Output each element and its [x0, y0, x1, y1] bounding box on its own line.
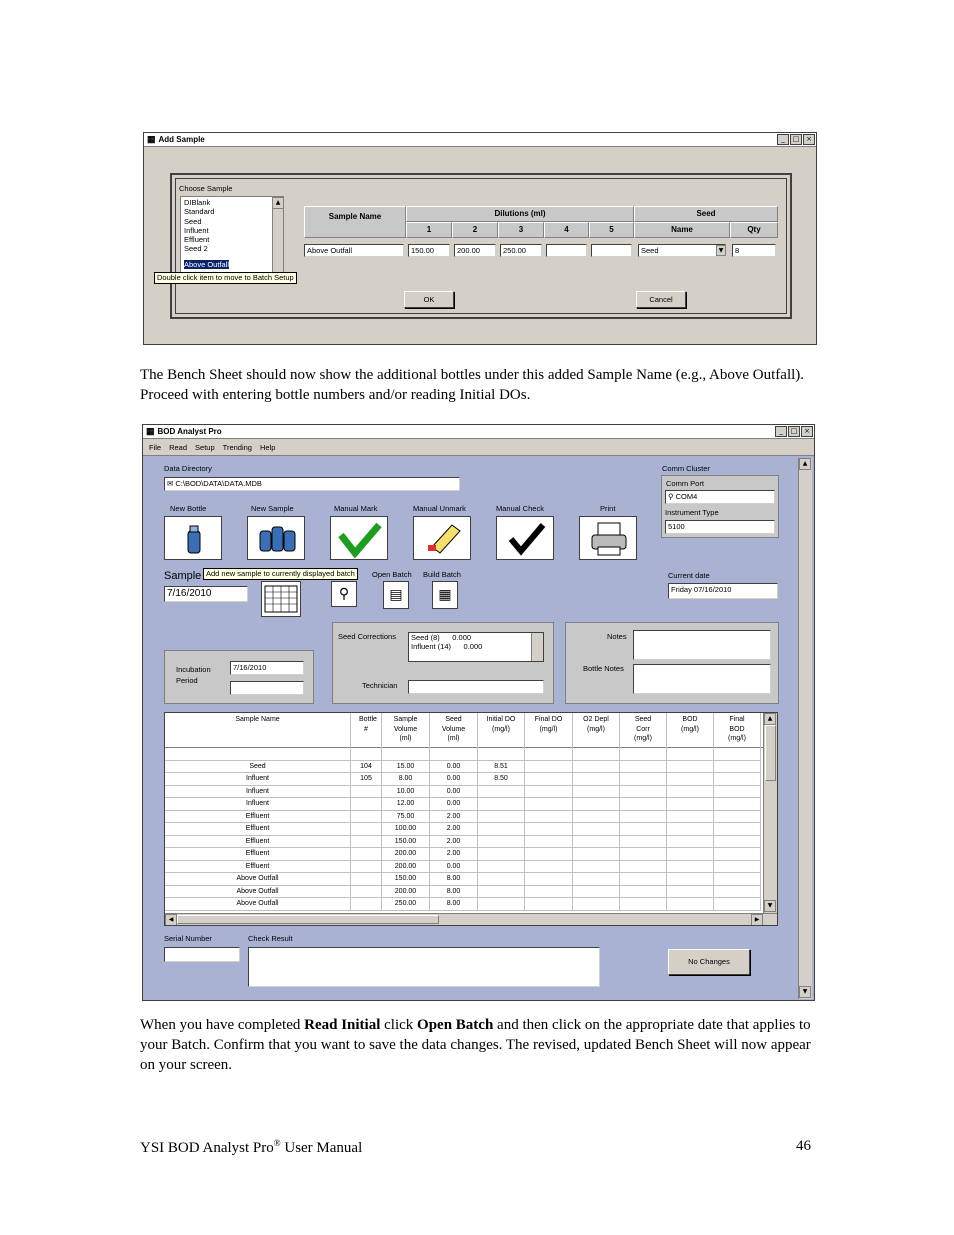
- grid-cell[interactable]: [165, 748, 351, 760]
- grid-cell[interactable]: [714, 761, 761, 773]
- grid-cell[interactable]: [478, 886, 525, 898]
- add-sample-tooltip: Add new sample to currently displayed batch: [203, 568, 358, 580]
- minimize-icon[interactable]: _: [775, 426, 787, 437]
- sample-name-header: Sample Name: [304, 206, 406, 238]
- grid-column-header: Final DO (mg/l): [525, 713, 573, 748]
- table-row[interactable]: [165, 848, 761, 861]
- seed-qty-header: Qty: [730, 222, 778, 238]
- add-sample-window: [143, 132, 817, 345]
- grid-icon: ▦: [438, 587, 452, 603]
- grid-column-header: O2 Depl (mg/l): [573, 713, 620, 748]
- grid-cell[interactable]: [525, 798, 573, 810]
- grid-cell[interactable]: [667, 798, 714, 810]
- grid-cell[interactable]: 15.00: [382, 761, 430, 773]
- table-row[interactable]: [165, 786, 761, 799]
- search-sample-button[interactable]: [331, 581, 357, 607]
- table-row[interactable]: [165, 798, 761, 811]
- grid-cell[interactable]: [525, 861, 573, 873]
- grid-cell[interactable]: Effluent: [165, 848, 351, 860]
- registered-mark: ®: [273, 1138, 281, 1148]
- grid-cell[interactable]: [525, 848, 573, 860]
- app-icon: ▦: [146, 426, 155, 436]
- grid-cell[interactable]: [620, 761, 667, 773]
- grid-cell[interactable]: [478, 861, 525, 873]
- grid-cell[interactable]: [351, 786, 382, 798]
- dilution-2-field[interactable]: 200.00: [454, 244, 496, 257]
- menu-setup[interactable]: Setup: [195, 442, 215, 452]
- cancel-button[interactable]: Cancel: [636, 291, 686, 308]
- grid-cell[interactable]: [525, 761, 573, 773]
- seed-corrections-label: Seed Corrections: [338, 632, 396, 641]
- dilutions-header: Dilutions (ml): [406, 206, 634, 222]
- eraser-icon: [414, 517, 472, 561]
- seed-name-header: Name: [634, 222, 730, 238]
- dilution-3-header: 3: [498, 222, 544, 238]
- maximize-icon[interactable]: □: [788, 426, 800, 437]
- grid-cell[interactable]: [667, 786, 714, 798]
- title-bar: [144, 133, 816, 147]
- grid-cell[interactable]: [573, 861, 620, 873]
- check-result-label: Check Result: [248, 934, 293, 943]
- grid-cell[interactable]: [620, 811, 667, 823]
- sample-list-item[interactable]: Standard: [184, 207, 215, 217]
- folder-open-icon: ▤: [389, 587, 403, 603]
- grid-column-header: Bottle #: [351, 713, 382, 748]
- sample-label: Sample: [164, 570, 202, 582]
- grid-cell[interactable]: [620, 898, 667, 910]
- grid-cell[interactable]: [573, 748, 620, 760]
- grid-cell[interactable]: [382, 748, 430, 760]
- printer-icon: [580, 517, 638, 561]
- scroll-down-icon[interactable]: ▼: [799, 986, 811, 998]
- para2-text-1: When you have completed: [140, 1017, 305, 1033]
- manual-mark-label: Manual Mark: [334, 504, 378, 513]
- grid-cell[interactable]: 200.00: [382, 886, 430, 898]
- comm-cluster-label: Comm Cluster: [662, 464, 710, 473]
- grid-cell[interactable]: [714, 836, 761, 848]
- manual-mark-button[interactable]: [330, 516, 388, 560]
- grid-cell[interactable]: [351, 748, 382, 760]
- serial-number-label: Serial Number: [164, 934, 212, 943]
- table-row[interactable]: [165, 898, 761, 911]
- grid-cell[interactable]: [351, 861, 382, 873]
- grid-cell[interactable]: [351, 886, 382, 898]
- scroll-down-icon[interactable]: ▼: [764, 900, 776, 912]
- grid-cell[interactable]: [525, 836, 573, 848]
- dilution-1-header: 1: [406, 222, 452, 238]
- grid-cell[interactable]: [667, 886, 714, 898]
- new-bottle-label: New Bottle: [170, 504, 207, 513]
- sample-list-item[interactable]: Seed 2: [184, 244, 208, 254]
- grid-cell[interactable]: [478, 848, 525, 860]
- grid-header: [165, 713, 763, 748]
- grid-cell[interactable]: 150.00: [382, 836, 430, 848]
- grid-cell[interactable]: [667, 823, 714, 835]
- open-batch-button[interactable]: [383, 581, 409, 609]
- open-batch-label: Open Batch: [372, 570, 412, 579]
- window-scrollbar[interactable]: [798, 458, 812, 999]
- menu-read[interactable]: Read: [169, 442, 188, 452]
- grid-cell[interactable]: 8.00: [430, 898, 478, 910]
- instrument-type-label: Instrument Type: [665, 508, 719, 517]
- table-row[interactable]: [165, 748, 761, 761]
- listbox-tooltip: Double click item to move to Batch Setup: [154, 272, 297, 284]
- page-number: 46: [796, 1138, 811, 1154]
- new-sample-label: New Sample: [251, 504, 294, 513]
- grid-cell[interactable]: Above Outfall: [165, 886, 351, 898]
- manual-check-button[interactable]: [496, 516, 554, 560]
- print-label: Print: [600, 504, 616, 513]
- grid-cell[interactable]: [573, 873, 620, 885]
- grid-cell[interactable]: 0.00: [430, 773, 478, 785]
- sample-list-item[interactable]: Above Outfall: [184, 259, 230, 269]
- bottle-icon: [165, 517, 223, 561]
- table-row[interactable]: [165, 861, 761, 874]
- grid-column-header: Seed Corr (mg/l): [620, 713, 667, 748]
- table-row[interactable]: [165, 811, 761, 824]
- table-row[interactable]: [165, 886, 761, 899]
- new-sample-button[interactable]: [247, 516, 305, 560]
- grid-cell[interactable]: [714, 873, 761, 885]
- grid-cell[interactable]: Effluent: [165, 836, 351, 848]
- grid-cell[interactable]: 2.00: [430, 848, 478, 860]
- grid-cell[interactable]: 8.51: [478, 761, 525, 773]
- grid-cell[interactable]: Effluent: [165, 823, 351, 835]
- technician-label: Technician: [362, 681, 398, 690]
- grid-column-header: Initial DO (mg/l): [478, 713, 525, 748]
- grid-cell[interactable]: [667, 773, 714, 785]
- grid-cell[interactable]: [478, 836, 525, 848]
- comm-port-label: Comm Port: [666, 479, 704, 488]
- grid-cell[interactable]: [620, 786, 667, 798]
- footer-left: [140, 1138, 362, 1157]
- grid-cell[interactable]: 12.00: [382, 798, 430, 810]
- footer-manual: User Manual: [280, 1140, 363, 1156]
- technician-field[interactable]: [408, 680, 544, 694]
- grid-cell[interactable]: 0.00: [430, 798, 478, 810]
- manual-unmark-label: Manual Unmark: [413, 504, 466, 513]
- build-batch-label: Build Batch: [423, 570, 461, 579]
- grid-cell[interactable]: [478, 823, 525, 835]
- open-batch-emphasis: Open Batch: [417, 1017, 494, 1033]
- checkmark-icon: [497, 517, 555, 561]
- sample-list-item[interactable]: Seed: [184, 216, 202, 226]
- close-icon[interactable]: ×: [801, 426, 813, 437]
- menu-bar: [143, 439, 814, 456]
- grid-cell[interactable]: 2.00: [430, 811, 478, 823]
- scroll-up-icon[interactable]: ▲: [272, 197, 284, 209]
- grid-cell[interactable]: [351, 898, 382, 910]
- grid-cell[interactable]: [667, 898, 714, 910]
- grid-cell[interactable]: [620, 836, 667, 848]
- grid-cell[interactable]: [714, 861, 761, 873]
- grid-cell[interactable]: [714, 823, 761, 835]
- table-row[interactable]: [165, 823, 761, 836]
- grid-cell[interactable]: [714, 773, 761, 785]
- grid-cell[interactable]: [667, 748, 714, 760]
- data-directory-field[interactable]: [164, 477, 460, 491]
- grid-cell[interactable]: [525, 873, 573, 885]
- seed-corr-row-1: Seed (8) 0.000: [411, 633, 472, 642]
- grid-cell[interactable]: 8.00: [430, 886, 478, 898]
- grid-cell[interactable]: Influent: [165, 786, 351, 798]
- grid-vscroll[interactable]: [763, 713, 777, 913]
- scroll-right-icon[interactable]: ▶: [751, 914, 763, 926]
- grid-cell[interactable]: [714, 786, 761, 798]
- current-date-label: Current date: [668, 571, 710, 580]
- paragraph-1: The Bench Sheet should now show the additional bottles under this added Sample Name (e.g., Above Outfall). Proceed with entering bottle numbers and/or reading Initial DOs.: [140, 367, 805, 403]
- sample-list-item[interactable]: Influent: [184, 225, 209, 235]
- grid-cell[interactable]: [714, 748, 761, 760]
- bottle-notes-field[interactable]: [633, 664, 771, 694]
- grid-cell[interactable]: [620, 773, 667, 785]
- incubation-end-field[interactable]: [230, 681, 304, 695]
- table-row[interactable]: [165, 761, 761, 774]
- grid-cell[interactable]: Seed: [165, 761, 351, 773]
- grid-cell[interactable]: [478, 873, 525, 885]
- current-date-field: Friday 07/16/2010: [668, 583, 778, 599]
- maximize-icon[interactable]: □: [790, 134, 802, 145]
- grid-column-header: Sample Name: [165, 713, 351, 748]
- grid-column-header: Seed Volume (ml): [430, 713, 478, 748]
- bottle-notes-label: Bottle Notes: [583, 664, 624, 673]
- grid-cell[interactable]: [573, 886, 620, 898]
- grid-column-header: Final BOD (mg/l): [714, 713, 761, 748]
- table-row[interactable]: [165, 873, 761, 886]
- grid-cell[interactable]: [430, 748, 478, 760]
- grid-cell[interactable]: [478, 811, 525, 823]
- serial-number-field[interactable]: [164, 947, 240, 962]
- grid-cell[interactable]: [573, 811, 620, 823]
- grid-cell[interactable]: 10.00: [382, 786, 430, 798]
- grid-cell[interactable]: 0.00: [430, 786, 478, 798]
- grid-body: [165, 748, 763, 914]
- new-bottle-button[interactable]: [164, 516, 222, 560]
- port-icon: ⚲: [668, 492, 676, 501]
- grid-cell[interactable]: Influent: [165, 798, 351, 810]
- grid-cell[interactable]: [573, 773, 620, 785]
- bottles-icon: [248, 517, 306, 561]
- scroll-up-icon[interactable]: ▲: [799, 458, 811, 470]
- grid-cell[interactable]: [620, 798, 667, 810]
- dilution-4-field[interactable]: [546, 244, 587, 257]
- dropdown-arrow-icon[interactable]: ▼: [716, 245, 726, 256]
- sample-name-field[interactable]: Above Outfall: [304, 244, 404, 257]
- grid-cell[interactable]: 100.00: [382, 823, 430, 835]
- sample-list-item[interactable]: DIBlank: [184, 198, 211, 207]
- seed-corrections-list[interactable]: [408, 632, 544, 662]
- footer-product: YSI BOD Analyst Pro: [140, 1140, 274, 1156]
- menu-trending[interactable]: Trending: [222, 442, 252, 452]
- grid-cell[interactable]: [525, 748, 573, 760]
- manual-unmark-button[interactable]: [413, 516, 471, 560]
- grid-cell[interactable]: 200.00: [382, 848, 430, 860]
- grid-cell[interactable]: 2.00: [430, 836, 478, 848]
- grid-hscroll[interactable]: [165, 913, 777, 925]
- menu-help[interactable]: Help: [259, 442, 276, 452]
- choose-sample-label: Choose Sample: [179, 184, 233, 193]
- grid-cell[interactable]: [573, 761, 620, 773]
- grid-cell[interactable]: [478, 748, 525, 760]
- calendar-icon: [262, 582, 300, 616]
- dilution-5-header: 5: [589, 222, 634, 238]
- grid-cell[interactable]: [620, 886, 667, 898]
- no-changes-button[interactable]: No Changes: [668, 949, 750, 975]
- manual-check-label: Manual Check: [496, 504, 544, 513]
- paragraph-2: [140, 1015, 820, 1075]
- dilution-3-field[interactable]: 250.00: [500, 244, 542, 257]
- para2-text-2: click: [380, 1017, 418, 1033]
- grid-cell[interactable]: [714, 898, 761, 910]
- sample-listbox[interactable]: [180, 196, 284, 274]
- ok-button[interactable]: OK: [404, 291, 454, 308]
- grid-cell[interactable]: Above Outfall: [165, 873, 351, 885]
- grid-cell[interactable]: [525, 773, 573, 785]
- grid-cell[interactable]: [351, 811, 382, 823]
- folder-icon: ✉: [167, 479, 176, 488]
- scroll-up-icon[interactable]: ▲: [764, 713, 776, 725]
- grid-column-header: Sample Volume (ml): [382, 713, 430, 748]
- grid-cell[interactable]: 8.00: [382, 773, 430, 785]
- notes-field[interactable]: [633, 630, 771, 660]
- grid-cell[interactable]: 0.00: [430, 761, 478, 773]
- grid-cell[interactable]: [714, 811, 761, 823]
- dilution-5-field[interactable]: [591, 244, 632, 257]
- grid-cell[interactable]: [525, 823, 573, 835]
- grid-cell[interactable]: 200.00: [382, 861, 430, 873]
- sample-date-field[interactable]: 7/16/2010: [164, 586, 248, 602]
- grid-cell[interactable]: [714, 798, 761, 810]
- grid-cell[interactable]: [351, 873, 382, 885]
- table-row[interactable]: [165, 773, 761, 786]
- grid-cell[interactable]: [714, 848, 761, 860]
- data-directory-value: C:\BOD\DATA\DATA.MDB: [175, 479, 262, 488]
- menu-file[interactable]: File: [149, 442, 162, 452]
- grid-cell[interactable]: [478, 898, 525, 910]
- grid-cell[interactable]: [573, 798, 620, 810]
- grid-cell[interactable]: [525, 886, 573, 898]
- comm-port-field[interactable]: [665, 490, 775, 504]
- grid-cell[interactable]: [351, 848, 382, 860]
- data-directory-label: Data Directory: [164, 464, 212, 473]
- grid-cell[interactable]: [573, 848, 620, 860]
- grid-cell[interactable]: [667, 761, 714, 773]
- table-row[interactable]: [165, 836, 761, 849]
- grid-cell[interactable]: 8.00: [430, 873, 478, 885]
- print-button[interactable]: [579, 516, 637, 560]
- grid-cell[interactable]: [478, 786, 525, 798]
- grid-cell[interactable]: [620, 848, 667, 860]
- grid-cell[interactable]: 2.00: [430, 823, 478, 835]
- grid-cell[interactable]: 105: [351, 773, 382, 785]
- grid-cell[interactable]: 8.50: [478, 773, 525, 785]
- grid-cell[interactable]: Above Outfall: [165, 898, 351, 910]
- window-title: BOD Analyst Pro: [157, 427, 222, 436]
- grid-cell[interactable]: [573, 823, 620, 835]
- grid-cell[interactable]: 150.00: [382, 873, 430, 885]
- grid-cell[interactable]: Effluent: [165, 861, 351, 873]
- calendar-button[interactable]: [261, 581, 301, 617]
- grid-column-header: BOD (mg/l): [667, 713, 714, 748]
- scroll-left-icon[interactable]: ◀: [165, 914, 177, 926]
- grid-cell[interactable]: [351, 836, 382, 848]
- grid-cell[interactable]: [667, 861, 714, 873]
- grid-cell[interactable]: Effluent: [165, 811, 351, 823]
- grid-cell[interactable]: 104: [351, 761, 382, 773]
- incubation-label: Incubation Period: [176, 665, 211, 685]
- comm-port-value: COM4: [675, 492, 698, 501]
- grid-cell[interactable]: 75.00: [382, 811, 430, 823]
- window-title: Add Sample: [158, 135, 205, 144]
- app-icon: ▦: [147, 134, 156, 144]
- seed-header: Seed: [634, 206, 778, 222]
- bench-sheet-grid[interactable]: [164, 712, 778, 926]
- seed-qty-field[interactable]: 8: [732, 244, 776, 257]
- grid-cell[interactable]: [573, 786, 620, 798]
- grid-cell[interactable]: [351, 823, 382, 835]
- bod-analyst-window: [142, 424, 815, 1001]
- grid-cell[interactable]: [667, 848, 714, 860]
- grid-cell[interactable]: [620, 861, 667, 873]
- dilution-4-header: 4: [544, 222, 589, 238]
- seed-corr-row-2: Influent (14) 0.000: [411, 642, 483, 651]
- grid-cell[interactable]: [714, 886, 761, 898]
- dilution-2-header: 2: [452, 222, 498, 238]
- grid-cell[interactable]: [620, 748, 667, 760]
- grid-cell[interactable]: [573, 898, 620, 910]
- grid-cell[interactable]: Influent: [165, 773, 351, 785]
- grid-cell[interactable]: [667, 836, 714, 848]
- check-result-field: [248, 947, 600, 987]
- grid-cell[interactable]: [351, 798, 382, 810]
- grid-cell[interactable]: [667, 873, 714, 885]
- grid-cell[interactable]: 0.00: [430, 861, 478, 873]
- grid-cell[interactable]: [525, 786, 573, 798]
- read-initial-emphasis: Read Initial: [304, 1017, 381, 1033]
- notes-label: Notes: [607, 632, 627, 641]
- seed-name-select[interactable]: Seed: [638, 244, 726, 257]
- grid-cell[interactable]: [620, 873, 667, 885]
- incubation-start-field[interactable]: 7/16/2010: [230, 661, 304, 675]
- title-bar: [143, 425, 814, 439]
- green-marker-icon: [331, 517, 389, 561]
- close-icon[interactable]: ×: [803, 134, 815, 145]
- build-batch-button[interactable]: [432, 581, 458, 609]
- dilution-1-field[interactable]: 150.00: [408, 244, 450, 257]
- grid-cell[interactable]: 250.00: [382, 898, 430, 910]
- grid-cell[interactable]: [620, 823, 667, 835]
- grid-cell[interactable]: [525, 811, 573, 823]
- grid-cell[interactable]: [667, 811, 714, 823]
- magnifier-icon: ⚲: [338, 586, 350, 602]
- grid-cell[interactable]: [573, 836, 620, 848]
- sample-list-item[interactable]: Effluent: [184, 235, 210, 245]
- minimize-icon[interactable]: _: [777, 134, 789, 145]
- instrument-type-field[interactable]: 5100: [665, 520, 775, 534]
- grid-cell[interactable]: [478, 798, 525, 810]
- para2-text-3: and then click on the appropriate date that applies to your Batch. Confirm that you want to save the data changes. The revised, updated Bench Sheet will now appear on your screen.: [140, 1017, 811, 1073]
- grid-cell[interactable]: [525, 898, 573, 910]
